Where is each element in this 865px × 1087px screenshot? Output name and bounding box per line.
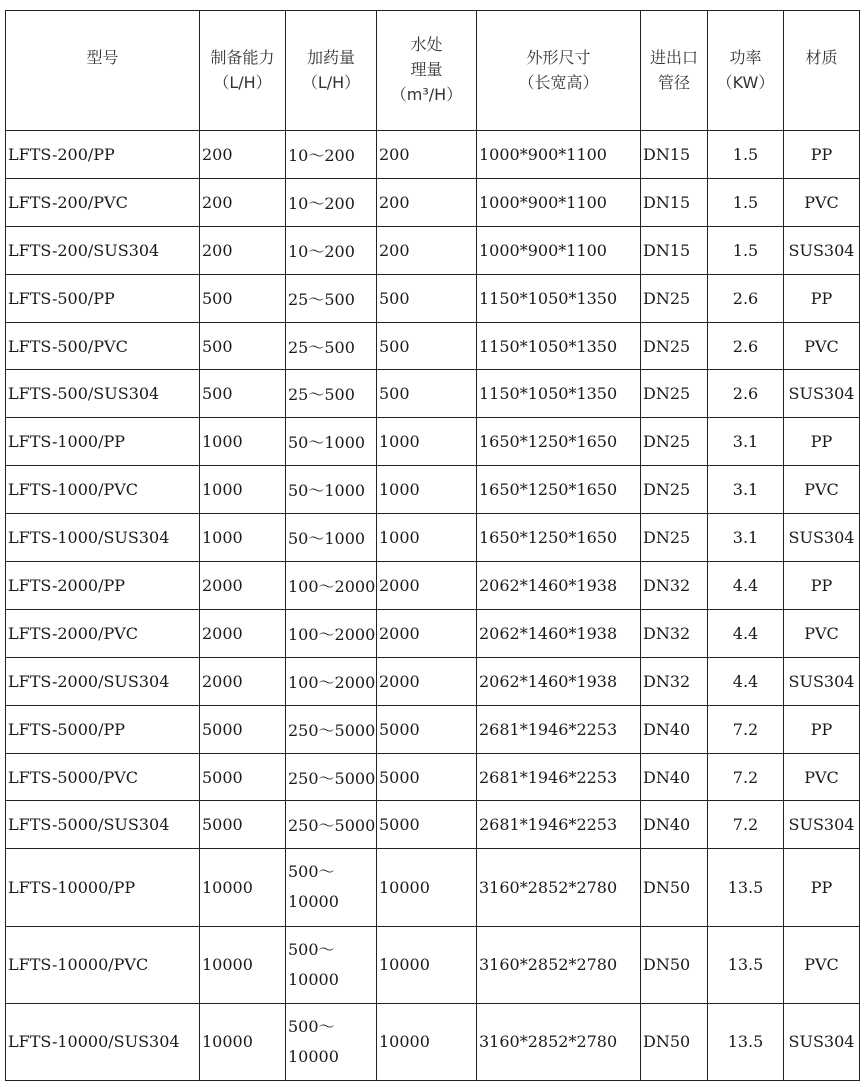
header-water — [377, 11, 477, 131]
cell-dose — [286, 926, 377, 1003]
cell-model: LFTS-10000/PVC — [6, 926, 200, 1003]
cell-dose: 10～200 — [286, 178, 377, 226]
cell-dose: 10～200 — [286, 131, 377, 179]
cell-water: 200 — [377, 226, 477, 274]
header-line: 进出口 — [649, 47, 698, 67]
cell-capacity: 2000 — [200, 562, 286, 610]
cell-water: 2000 — [377, 609, 477, 657]
cell-size: 3160*2852*2780 — [477, 1003, 641, 1080]
cell-pipe: DN32 — [641, 657, 708, 705]
cell-material: SUS304 — [784, 226, 860, 274]
cell-power: 13.5 — [708, 1003, 784, 1080]
cell-material: PVC — [784, 322, 860, 370]
cell-power: 1.5 — [708, 226, 784, 274]
header-line: （m³/H） — [390, 84, 463, 104]
cell-model: LFTS-200/PVC — [6, 178, 200, 226]
header-dose — [286, 11, 377, 131]
header-material — [784, 11, 860, 131]
cell-pipe: DN40 — [641, 753, 708, 801]
cell-pipe: DN15 — [641, 131, 708, 179]
table-row — [6, 178, 860, 226]
cell-pipe: DN32 — [641, 562, 708, 610]
cell-model: LFTS-10000/PP — [6, 849, 200, 926]
cell-capacity: 200 — [200, 178, 286, 226]
cell-dose — [286, 1003, 377, 1080]
cell-capacity: 5000 — [200, 705, 286, 753]
cell-size: 2062*1460*1938 — [477, 609, 641, 657]
cell-water: 5000 — [377, 753, 477, 801]
cell-capacity: 10000 — [200, 926, 286, 1003]
header-line: 加药量 — [306, 47, 355, 67]
cell-size: 1150*1050*1350 — [477, 274, 641, 322]
cell-pipe: DN40 — [641, 705, 708, 753]
cell-water: 1000 — [377, 514, 477, 562]
cell-power: 3.1 — [708, 418, 784, 466]
cell-model: LFTS-200/SUS304 — [6, 226, 200, 274]
cell-capacity: 500 — [200, 274, 286, 322]
cell-pipe: DN32 — [641, 609, 708, 657]
cell-material: PP — [784, 705, 860, 753]
header-line: （L/H） — [301, 72, 361, 92]
cell-pipe: DN25 — [641, 274, 708, 322]
cell-capacity: 500 — [200, 370, 286, 418]
cell-pipe: DN25 — [641, 370, 708, 418]
table-row — [6, 131, 860, 179]
cell-model: LFTS-500/PVC — [6, 322, 200, 370]
cell-size: 1000*900*1100 — [477, 131, 641, 179]
cell-material: PVC — [784, 178, 860, 226]
dose-line: 500～ — [288, 939, 335, 959]
table-row — [6, 753, 860, 801]
cell-capacity: 1000 — [200, 466, 286, 514]
cell-power: 7.2 — [708, 753, 784, 801]
cell-dose — [286, 849, 377, 926]
cell-material: SUS304 — [784, 1003, 860, 1080]
table-row — [6, 705, 860, 753]
cell-material: PP — [784, 131, 860, 179]
header-power — [708, 11, 784, 131]
header-line: 管径 — [657, 72, 690, 92]
cell-water: 500 — [377, 322, 477, 370]
cell-pipe: DN25 — [641, 514, 708, 562]
table-row — [6, 657, 860, 705]
cell-size: 1000*900*1100 — [477, 178, 641, 226]
cell-dose: 25～500 — [286, 322, 377, 370]
table-row — [6, 609, 860, 657]
cell-model: LFTS-5000/PVC — [6, 753, 200, 801]
dose-line: 10000 — [288, 1046, 339, 1066]
header-line: 功率 — [729, 47, 762, 67]
cell-pipe: DN25 — [641, 322, 708, 370]
cell-material: SUS304 — [784, 514, 860, 562]
cell-power: 2.6 — [708, 370, 784, 418]
table-row — [6, 370, 860, 418]
cell-size: 2681*1946*2253 — [477, 753, 641, 801]
header-line: 材质 — [805, 47, 838, 67]
cell-material: PP — [784, 562, 860, 610]
table-row — [6, 226, 860, 274]
cell-power: 1.5 — [708, 131, 784, 179]
table-row — [6, 418, 860, 466]
dose-line: 10000 — [288, 892, 339, 912]
cell-dose: 10～200 — [286, 226, 377, 274]
cell-capacity: 200 — [200, 226, 286, 274]
cell-capacity: 10000 — [200, 1003, 286, 1080]
cell-dose: 100～2000 — [286, 562, 377, 610]
cell-water: 10000 — [377, 849, 477, 926]
cell-dose: 250～5000 — [286, 753, 377, 801]
header-line: （KW） — [716, 72, 775, 92]
cell-capacity: 500 — [200, 322, 286, 370]
cell-power: 2.6 — [708, 322, 784, 370]
header-line: （长宽高） — [518, 72, 599, 92]
cell-size: 1650*1250*1650 — [477, 514, 641, 562]
table-row — [6, 926, 860, 1003]
cell-material: PVC — [784, 753, 860, 801]
table-row — [6, 801, 860, 849]
cell-size: 1150*1050*1350 — [477, 322, 641, 370]
cell-pipe: DN25 — [641, 418, 708, 466]
table-row — [6, 849, 860, 926]
cell-model: LFTS-1000/SUS304 — [6, 514, 200, 562]
cell-water: 2000 — [377, 562, 477, 610]
cell-dose: 100～2000 — [286, 609, 377, 657]
cell-model: LFTS-500/SUS304 — [6, 370, 200, 418]
cell-water: 2000 — [377, 657, 477, 705]
cell-size: 1000*900*1100 — [477, 226, 641, 274]
cell-pipe: DN25 — [641, 466, 708, 514]
cell-dose: 250～5000 — [286, 801, 377, 849]
table-row — [6, 274, 860, 322]
cell-water: 5000 — [377, 705, 477, 753]
cell-power: 4.4 — [708, 562, 784, 610]
header-row — [6, 11, 860, 131]
cell-power: 3.1 — [708, 466, 784, 514]
cell-size: 1650*1250*1650 — [477, 466, 641, 514]
cell-material: PP — [784, 418, 860, 466]
cell-model: LFTS-2000/PP — [6, 562, 200, 610]
cell-power: 4.4 — [708, 609, 784, 657]
cell-model: LFTS-2000/PVC — [6, 609, 200, 657]
cell-material: SUS304 — [784, 801, 860, 849]
cell-capacity: 1000 — [200, 514, 286, 562]
header-line: 制备能力 — [210, 47, 275, 67]
cell-capacity: 5000 — [200, 801, 286, 849]
table-row — [6, 322, 860, 370]
cell-size: 3160*2852*2780 — [477, 849, 641, 926]
cell-water: 500 — [377, 274, 477, 322]
cell-power: 13.5 — [708, 926, 784, 1003]
cell-power: 2.6 — [708, 274, 784, 322]
cell-model: LFTS-1000/PVC — [6, 466, 200, 514]
cell-power: 4.4 — [708, 657, 784, 705]
cell-dose: 50～1000 — [286, 418, 377, 466]
cell-pipe: DN50 — [641, 926, 708, 1003]
cell-pipe: DN50 — [641, 1003, 708, 1080]
cell-capacity: 5000 — [200, 753, 286, 801]
cell-material: SUS304 — [784, 370, 860, 418]
header-pipe — [641, 11, 708, 131]
cell-capacity: 1000 — [200, 418, 286, 466]
table-row — [6, 514, 860, 562]
cell-power: 7.2 — [708, 801, 784, 849]
cell-water: 1000 — [377, 466, 477, 514]
header-capacity — [200, 11, 286, 131]
header-line: （L/H） — [213, 72, 272, 92]
cell-water: 1000 — [377, 418, 477, 466]
cell-capacity: 200 — [200, 131, 286, 179]
cell-water: 10000 — [377, 926, 477, 1003]
cell-size: 2062*1460*1938 — [477, 562, 641, 610]
cell-water: 200 — [377, 178, 477, 226]
cell-model: LFTS-5000/SUS304 — [6, 801, 200, 849]
header-model — [6, 11, 200, 131]
dose-line: 10000 — [288, 969, 339, 989]
cell-model: LFTS-10000/SUS304 — [6, 1003, 200, 1080]
dose-line: 500～ — [288, 1016, 335, 1036]
table-row — [6, 562, 860, 610]
table-body — [6, 131, 860, 1081]
header-line: 型号 — [86, 47, 119, 67]
table-row — [6, 466, 860, 514]
cell-pipe: DN40 — [641, 801, 708, 849]
cell-model: LFTS-500/PP — [6, 274, 200, 322]
cell-power: 13.5 — [708, 849, 784, 926]
header-line: 水处 — [410, 35, 443, 55]
cell-power: 1.5 — [708, 178, 784, 226]
cell-material: PP — [784, 274, 860, 322]
cell-material: PP — [784, 849, 860, 926]
cell-model: LFTS-1000/PP — [6, 418, 200, 466]
cell-water: 500 — [377, 370, 477, 418]
cell-dose: 25～500 — [286, 274, 377, 322]
cell-capacity: 2000 — [200, 609, 286, 657]
cell-capacity: 2000 — [200, 657, 286, 705]
cell-water: 10000 — [377, 1003, 477, 1080]
cell-model: LFTS-2000/SUS304 — [6, 657, 200, 705]
cell-size: 2681*1946*2253 — [477, 705, 641, 753]
header-size — [477, 11, 641, 131]
cell-size: 3160*2852*2780 — [477, 926, 641, 1003]
cell-pipe: DN15 — [641, 178, 708, 226]
cell-water: 5000 — [377, 801, 477, 849]
cell-material: PVC — [784, 926, 860, 1003]
cell-power: 7.2 — [708, 705, 784, 753]
table-row — [6, 1003, 860, 1080]
dose-line: 500～ — [288, 862, 335, 882]
cell-capacity: 10000 — [200, 849, 286, 926]
cell-size: 2062*1460*1938 — [477, 657, 641, 705]
cell-size: 1650*1250*1650 — [477, 418, 641, 466]
header-line: 理量 — [410, 60, 443, 80]
cell-pipe: DN50 — [641, 849, 708, 926]
cell-water: 200 — [377, 131, 477, 179]
cell-dose: 50～1000 — [286, 466, 377, 514]
cell-dose: 25～500 — [286, 370, 377, 418]
cell-material: SUS304 — [784, 657, 860, 705]
cell-model: LFTS-5000/PP — [6, 705, 200, 753]
cell-material: PVC — [784, 609, 860, 657]
cell-dose: 100～2000 — [286, 657, 377, 705]
cell-dose: 50～1000 — [286, 514, 377, 562]
cell-power: 3.1 — [708, 514, 784, 562]
header-line: 外形尺寸 — [526, 47, 591, 67]
cell-pipe: DN15 — [641, 226, 708, 274]
cell-size: 2681*1946*2253 — [477, 801, 641, 849]
cell-dose: 250～5000 — [286, 705, 377, 753]
cell-model: LFTS-200/PP — [6, 131, 200, 179]
cell-size: 1150*1050*1350 — [477, 370, 641, 418]
spec-table — [5, 10, 860, 1081]
cell-material: PVC — [784, 466, 860, 514]
